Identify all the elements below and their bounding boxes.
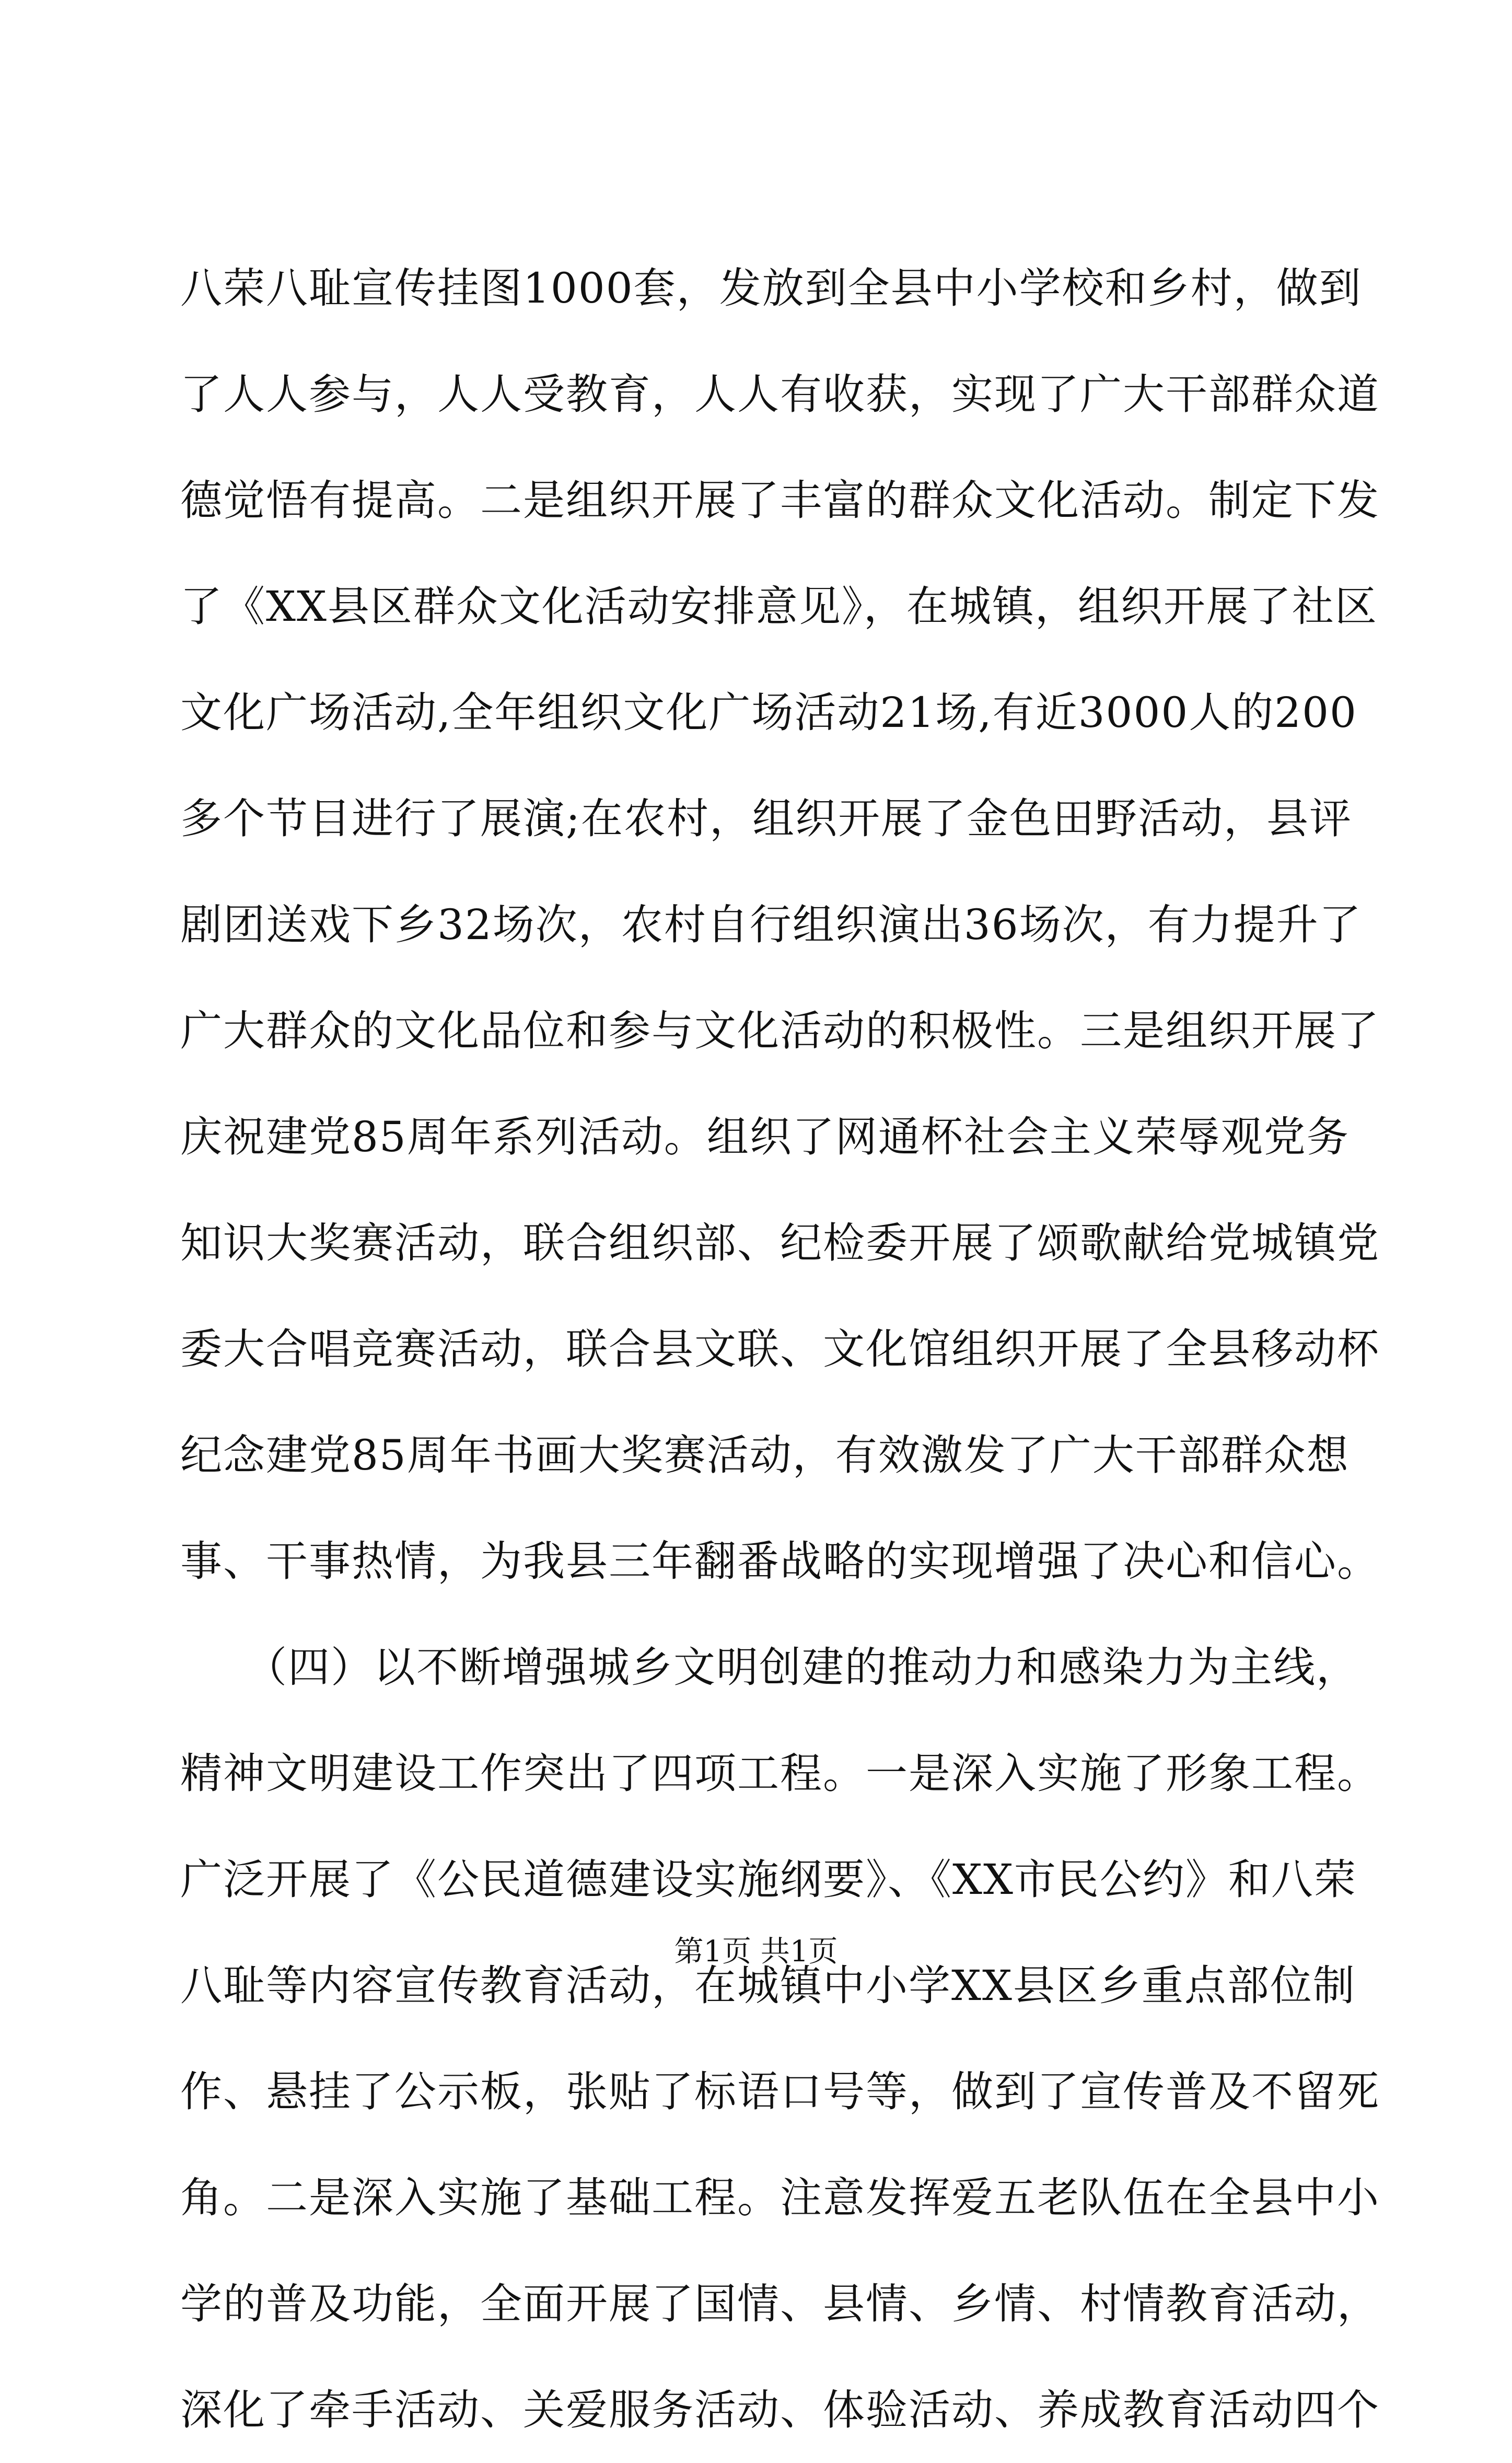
text-line: 知识大奖赛活动，联合组织部、纪检委开展了颂歌献给党城镇党 xyxy=(180,1219,1380,1267)
text-line: 德觉悟有提高。二是组织开展了丰富的群众文化活动。制定下发 xyxy=(180,476,1380,525)
text-line: 学的普及功能，全面开展了国情、县情、乡情、村情教育活动， xyxy=(180,2280,1380,2328)
text-line: 剧团送戏下乡32场次，农村自行组织演出36场次，有力提升了 xyxy=(180,900,1362,949)
text-line: 广大群众的文化品位和参与文化活动的积极性。三是组织开展了 xyxy=(180,1007,1380,1055)
text-line: 作、悬挂了公示板，张贴了标语口号等，做到了宣传普及不留死 xyxy=(180,2067,1380,2116)
page-footer: 第1页 共1页 xyxy=(674,1935,838,1969)
text-line: 了《XX县区群众文化活动安排意见》，在城镇，组织开展了社区 xyxy=(180,582,1378,631)
text-line: 深化了牵手活动、关爱服务活动、体验活动、养成教育活动四个 xyxy=(180,2386,1380,2434)
text-line: 委大合唱竞赛活动，联合县文联、文化馆组织开展了全县移动杯 xyxy=(180,1325,1380,1373)
text-line: 庆祝建党85周年系列活动。组织了网通杯社会主义荣辱观党务 xyxy=(180,1113,1350,1161)
body-text xyxy=(180,235,1380,2463)
text-line: 八荣八耻宣传挂图1000套，发放到全县中小学校和乡村，做到 xyxy=(180,264,1362,313)
text-line: 多个节目进行了展演;在农村，组织开展了金色田野活动，县评 xyxy=(180,794,1352,843)
text-line: 了人人参与，人人受教育，人人有收获，实现了广大干部群众道 xyxy=(180,370,1380,419)
text-line: 广泛开展了《公民道德建设实施纲要》、《XX市民公约》和八荣 xyxy=(180,1855,1357,1904)
text-line: 纪念建党85周年书画大奖赛活动，有效激发了广大干部群众想 xyxy=(180,1431,1350,1479)
text-line: 精神文明建设工作突出了四项工程。一是深入实施了形象工程。 xyxy=(180,1749,1380,1798)
text-line: 事、干事热情，为我县三年翻番战略的实现增强了决心和信心。 xyxy=(180,1537,1380,1586)
text-line: 文化广场活动,全年组织文化广场活动21场,有近3000人的200 xyxy=(180,688,1357,737)
paragraph-start-line: （四）以不断增强城乡文明创建的推动力和感染力为主线， xyxy=(180,1643,1359,1692)
text-line: 角。二是深入实施了基础工程。注意发挥爱五老队伍在全县中小 xyxy=(180,2173,1380,2222)
text-line: 八耻等内容宣传教育活动，在城镇中小学XX县区乡重点部位制 xyxy=(180,1961,1356,2010)
